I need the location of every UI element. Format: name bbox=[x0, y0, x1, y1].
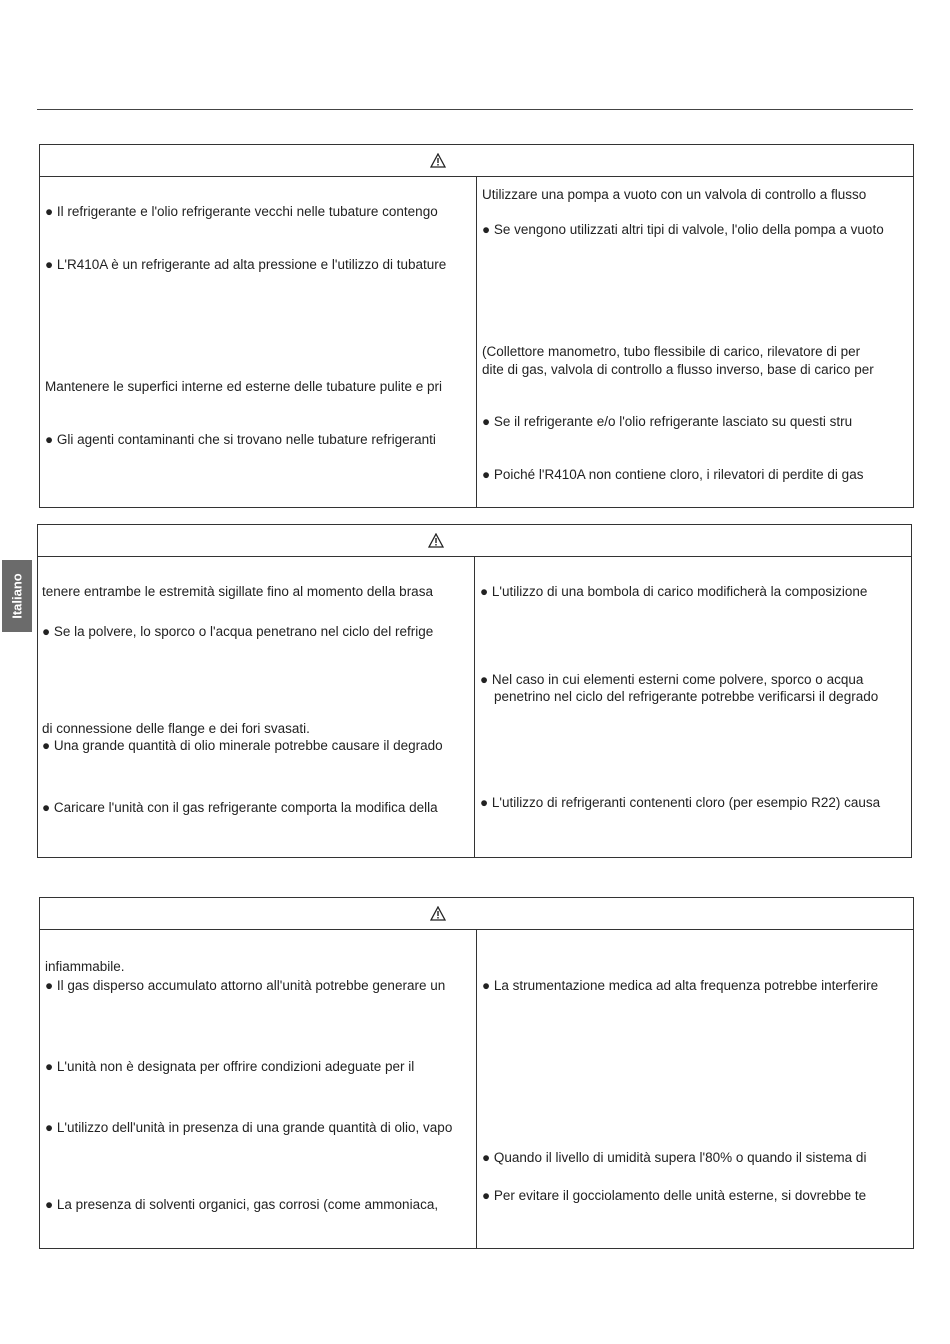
box1-left-text-4: ● Gli agenti contaminanti che si trovano nelle tubature refrigeranti bbox=[45, 432, 436, 447]
box2-left-text-3: di connessione delle flange e dei fori svasati. bbox=[42, 721, 310, 736]
caution-box-1-column-divider bbox=[476, 177, 477, 507]
box1-left-text-2: ● L'R410A è un refrigerante ad alta pressione e l'utilizzo di tubature bbox=[45, 257, 447, 272]
caution-box-3 bbox=[39, 897, 914, 1249]
box1-left-text-3: Mantenere le superfici interne ed esterne delle tubature pulite e pri bbox=[45, 379, 442, 394]
caution-box-3-column-divider bbox=[476, 930, 477, 1248]
box3-left-text-2: ● Il gas disperso accumulato attorno all'unità potrebbe generare un bbox=[45, 978, 446, 993]
box1-right-text-1: Utilizzare una pompa a vuoto con un valvola di controllo a flusso bbox=[482, 187, 867, 202]
box3-right-text-1: ● La strumentazione medica ad alta frequenza potrebbe interferire bbox=[482, 978, 879, 993]
box2-right-text-1: ● L'utilizzo di una bombola di carico modificherà la composizione bbox=[480, 584, 868, 599]
box2-left-text-4: ● Una grande quantità di olio minerale potrebbe causare il degrado bbox=[42, 738, 443, 753]
box2-right-text-2: ● Nel caso in cui elementi esterni come polvere, sporco o acqua bbox=[480, 672, 864, 687]
language-side-tab-label: Italiano bbox=[9, 573, 25, 619]
language-side-tab bbox=[2, 560, 32, 632]
box1-right-text-5: ● Se il refrigerante e/o l'olio refrigerante lasciato su questi stru bbox=[482, 414, 853, 429]
caution-box-1-header bbox=[40, 145, 913, 177]
box3-left-text-4: ● L'utilizzo dell'unità in presenza di una grande quantità di olio, vapo bbox=[45, 1120, 453, 1135]
box3-left-text-5: ● La presenza di solventi organici, gas corrosi (come ammoniaca, bbox=[45, 1197, 439, 1212]
box3-right-text-2: ● Quando il livello di umidità supera l'80% o quando il sistema di bbox=[482, 1150, 867, 1165]
caution-box-2-column-divider bbox=[474, 557, 475, 857]
box1-right-text-2: ● Se vengono utilizzati altri tipi di valvole, l'olio della pompa a vuoto bbox=[482, 222, 884, 237]
box1-left-text-1: ● Il refrigerante e l'olio refrigerante vecchi nelle tubature contengo bbox=[45, 204, 438, 219]
warning-triangle-icon bbox=[430, 906, 446, 921]
warning-triangle-icon bbox=[430, 153, 446, 168]
box1-right-text-4: dite di gas, valvola di controllo a flusso inverso, base di carico per bbox=[482, 362, 874, 377]
box2-right-text-3: penetrino nel ciclo del refrigerante potrebbe verificarsi il degrado bbox=[494, 689, 879, 704]
caution-box-2 bbox=[37, 524, 912, 858]
box3-right-text-3: ● Per evitare il gocciolamento delle unità esterne, si dovrebbe te bbox=[482, 1188, 867, 1203]
box3-left-text-3: ● L'unità non è designata per offrire condizioni adeguate per il bbox=[45, 1059, 415, 1074]
caution-box-3-header bbox=[40, 898, 913, 930]
box1-right-text-6: ● Poiché l'R410A non contiene cloro, i rilevatori di perdite di gas bbox=[482, 467, 864, 482]
warning-triangle-icon bbox=[428, 533, 444, 548]
caution-box-1 bbox=[39, 144, 914, 508]
caution-box-2-header bbox=[38, 525, 911, 557]
box3-left-text-1: infiammabile. bbox=[45, 959, 125, 974]
box2-left-text-1: tenere entrambe le estremità sigillate fino al momento della brasa bbox=[42, 584, 433, 599]
box2-left-text-2: ● Se la polvere, lo sporco o l'acqua penetrano nel ciclo del refrige bbox=[42, 624, 434, 639]
box1-right-text-3: (Collettore manometro, tubo flessibile di carico, rilevatore di per bbox=[482, 344, 861, 359]
box2-left-text-5: ● Caricare l'unità con il gas refrigerante comporta la modifica della bbox=[42, 800, 438, 815]
box2-right-text-4: ● L'utilizzo di refrigeranti contenenti cloro (per esempio R22) causa bbox=[480, 795, 881, 810]
header-rule bbox=[37, 109, 913, 110]
